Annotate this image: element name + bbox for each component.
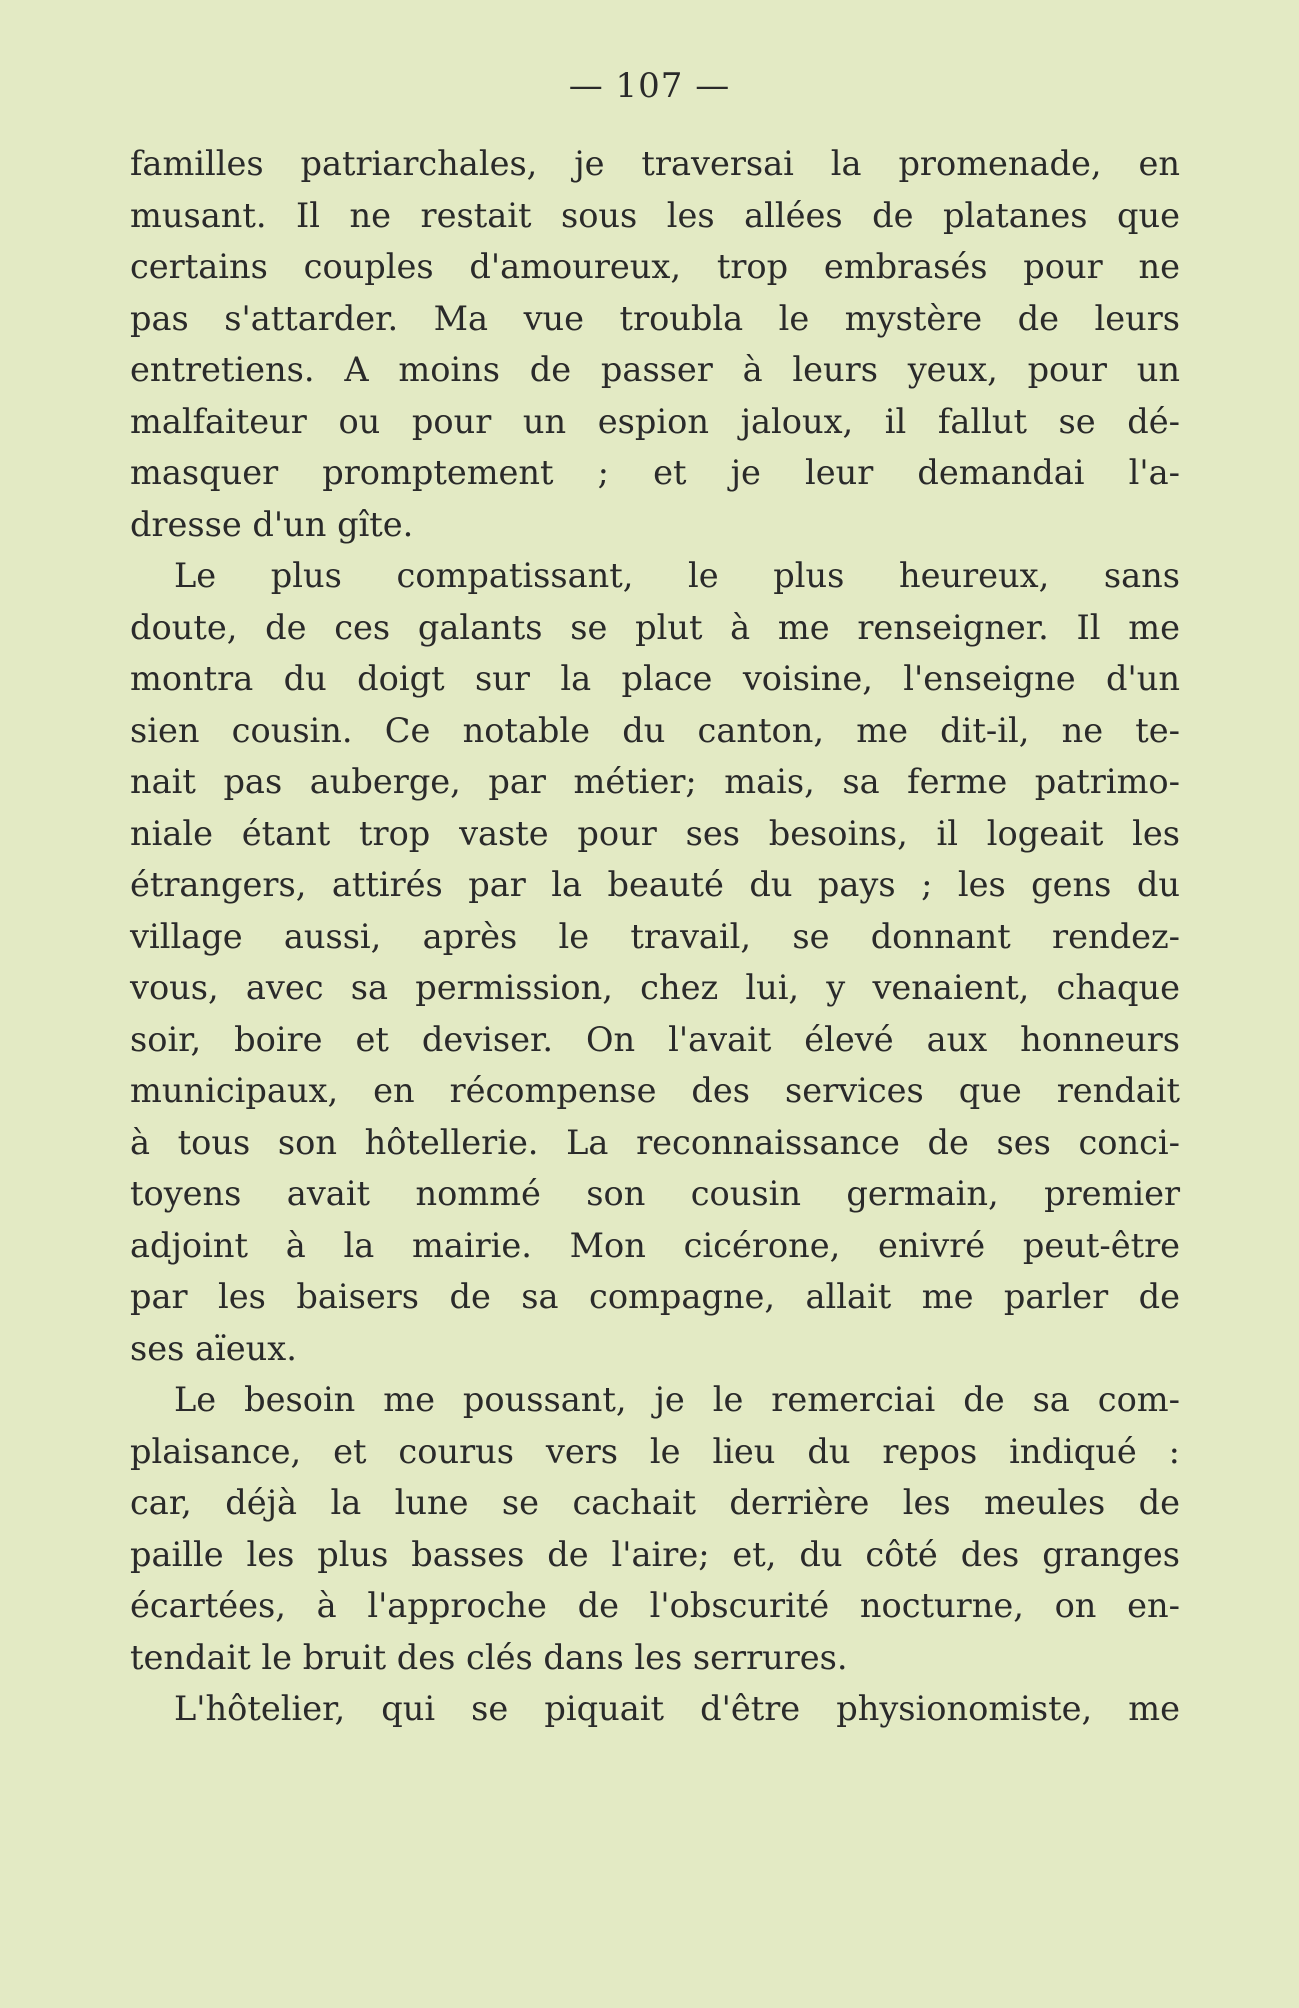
text-line: vous, avec sa permission, chez lui, y venaient, chaque xyxy=(130,968,1180,1007)
text-line: familles patriarchales, je traversai la promenade, en xyxy=(130,144,1180,183)
text-line: pas s'attarder. Ma vue troubla le mystère de leurs xyxy=(130,298,1180,338)
text-line: municipaux, en récompense des services que rendait xyxy=(130,1071,1180,1110)
text-line: montra du doigt sur la place voisine, l'enseigne d'un xyxy=(130,659,1180,698)
text-line: entretiens. A moins de passer à leurs yeux, pour un xyxy=(130,350,1180,389)
text-line: dresse d'un gîte. xyxy=(130,504,414,544)
text-line: plaisance, et courus vers le lieu du repos indiqué : xyxy=(130,1431,1180,1471)
text-line: certains couples d'amoureux, trop embrasés pour ne xyxy=(130,247,1180,286)
paragraph-1 xyxy=(130,138,1180,550)
text-line: village aussi, après le travail, se donnant rendez- xyxy=(130,916,1180,956)
text-line: niale étant trop vaste pour ses besoins, il logeait les xyxy=(130,813,1180,853)
text-line: ses aïeux. xyxy=(130,1328,297,1368)
paragraph-4 xyxy=(130,1683,1180,1735)
text-line: Le besoin me poussant, je le remerciai de sa com- xyxy=(174,1380,1180,1419)
text-line: écartées, à l'approche de l'obscurité nocturne, on en- xyxy=(130,1586,1180,1625)
text-line: Le plus compatissant, le plus heureux, sans xyxy=(174,556,1180,595)
paragraph-3 xyxy=(130,1374,1180,1683)
text-line: étrangers, attirés par la beauté du pays ; les gens du xyxy=(130,865,1180,904)
text-line: car, déjà la lune se cachait derrière les meules de xyxy=(130,1483,1180,1522)
text-line: à tous son hôtellerie. La reconnaissance de ses conci- xyxy=(130,1122,1180,1162)
text-line: paille les plus basses de l'aire; et, du côté des granges xyxy=(130,1534,1180,1574)
text-line: nait pas auberge, par métier; mais, sa ferme patrimo- xyxy=(130,762,1180,801)
page-number: — 107 — xyxy=(568,66,731,106)
paragraph-2 xyxy=(130,550,1180,1374)
text-line: par les baisers de sa compagne, allait me parler de xyxy=(130,1277,1180,1316)
text-line: musant. Il ne restait sous les allées de platanes que xyxy=(130,195,1180,235)
text-line: soir, boire et deviser. On l'avait élevé aux honneurs xyxy=(130,1019,1180,1059)
text-line: adjoint à la mairie. Mon cicérone, enivré peut-être xyxy=(130,1225,1180,1265)
body-text xyxy=(130,138,1180,1735)
text-line: masquer promptement ; et je leur demandai l'a- xyxy=(130,453,1180,492)
text-line: doute, de ces galants se plut à me renseigner. Il me xyxy=(130,607,1180,647)
text-line: tendait le bruit des clés dans les serrures. xyxy=(130,1637,848,1677)
text-line: malfaiteur ou pour un espion jaloux, il fallut se dé- xyxy=(130,401,1180,441)
text-line: L'hôtelier, qui se piquait d'être physionomiste, me xyxy=(174,1689,1180,1728)
text-line: toyens avait nommé son cousin germain, premier xyxy=(130,1174,1180,1213)
text-line: sien cousin. Ce notable du canton, me dit-il, ne te- xyxy=(130,710,1180,750)
